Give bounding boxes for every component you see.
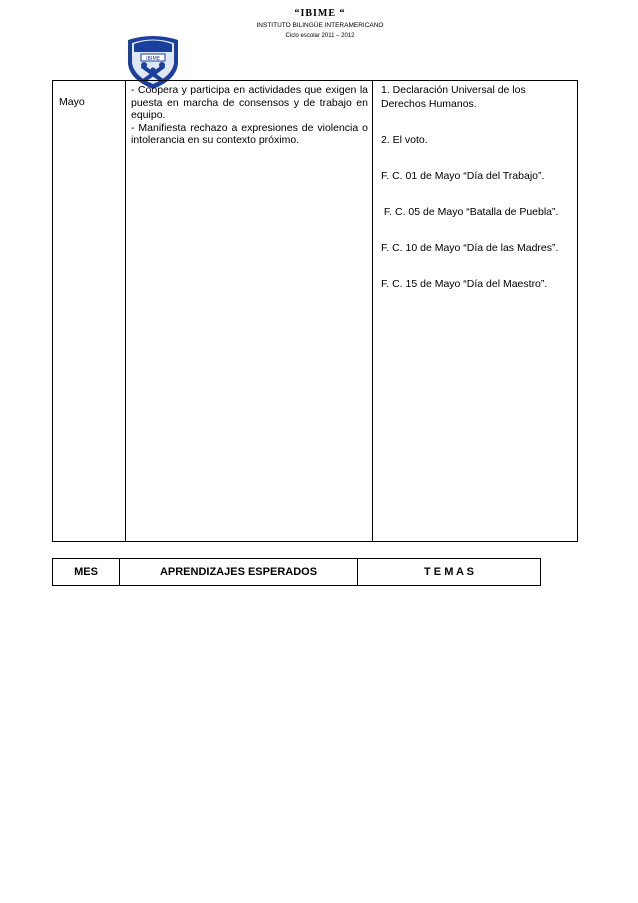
- planning-table: [52, 80, 578, 542]
- topic-item: F. C. 05 de Mayo “Batalla de Puebla”.: [381, 206, 559, 218]
- month-cell: Mayo: [53, 81, 126, 542]
- topics-cell: [373, 81, 578, 542]
- topic-item: F. C. 01 de Mayo “Día del Trabajo”.: [381, 170, 545, 182]
- expected-learning-cell: [126, 81, 373, 542]
- svg-text:IBIME: IBIME: [146, 56, 160, 62]
- institution-name: INSTITUTO BILINGÜE INTERAMERICANO: [256, 22, 384, 29]
- header-month: MES: [53, 559, 120, 586]
- topic-item: F. C. 15 de Mayo “Día del Maestro”.: [381, 278, 548, 290]
- column-header-table: [52, 558, 541, 586]
- header-topics: T E M A S: [358, 559, 541, 586]
- topic-item: 1. Declaración Universal de los Derechos Humanos.: [381, 84, 526, 110]
- learning-item: - Coopera y participa en actividades que exigen la puesta en marcha de consensos y de trabajo en equipo.: [131, 84, 368, 121]
- topic-item: 2. El voto.: [381, 134, 428, 146]
- topic-item: F. C. 10 de Mayo “Día de las Madres”.: [381, 242, 559, 254]
- learning-item: - Manifiesta rechazo a expresiones de violencia o intolerancia en su contexto próximo.: [131, 121, 368, 146]
- document-title: “IBIME “: [294, 8, 346, 19]
- school-cycle: Ciclo escolar 2011 – 2012: [285, 33, 355, 39]
- table-row: [53, 559, 541, 586]
- header-expected-learning: APRENDIZAJES ESPERADOS: [120, 559, 358, 586]
- table-row: [53, 81, 578, 542]
